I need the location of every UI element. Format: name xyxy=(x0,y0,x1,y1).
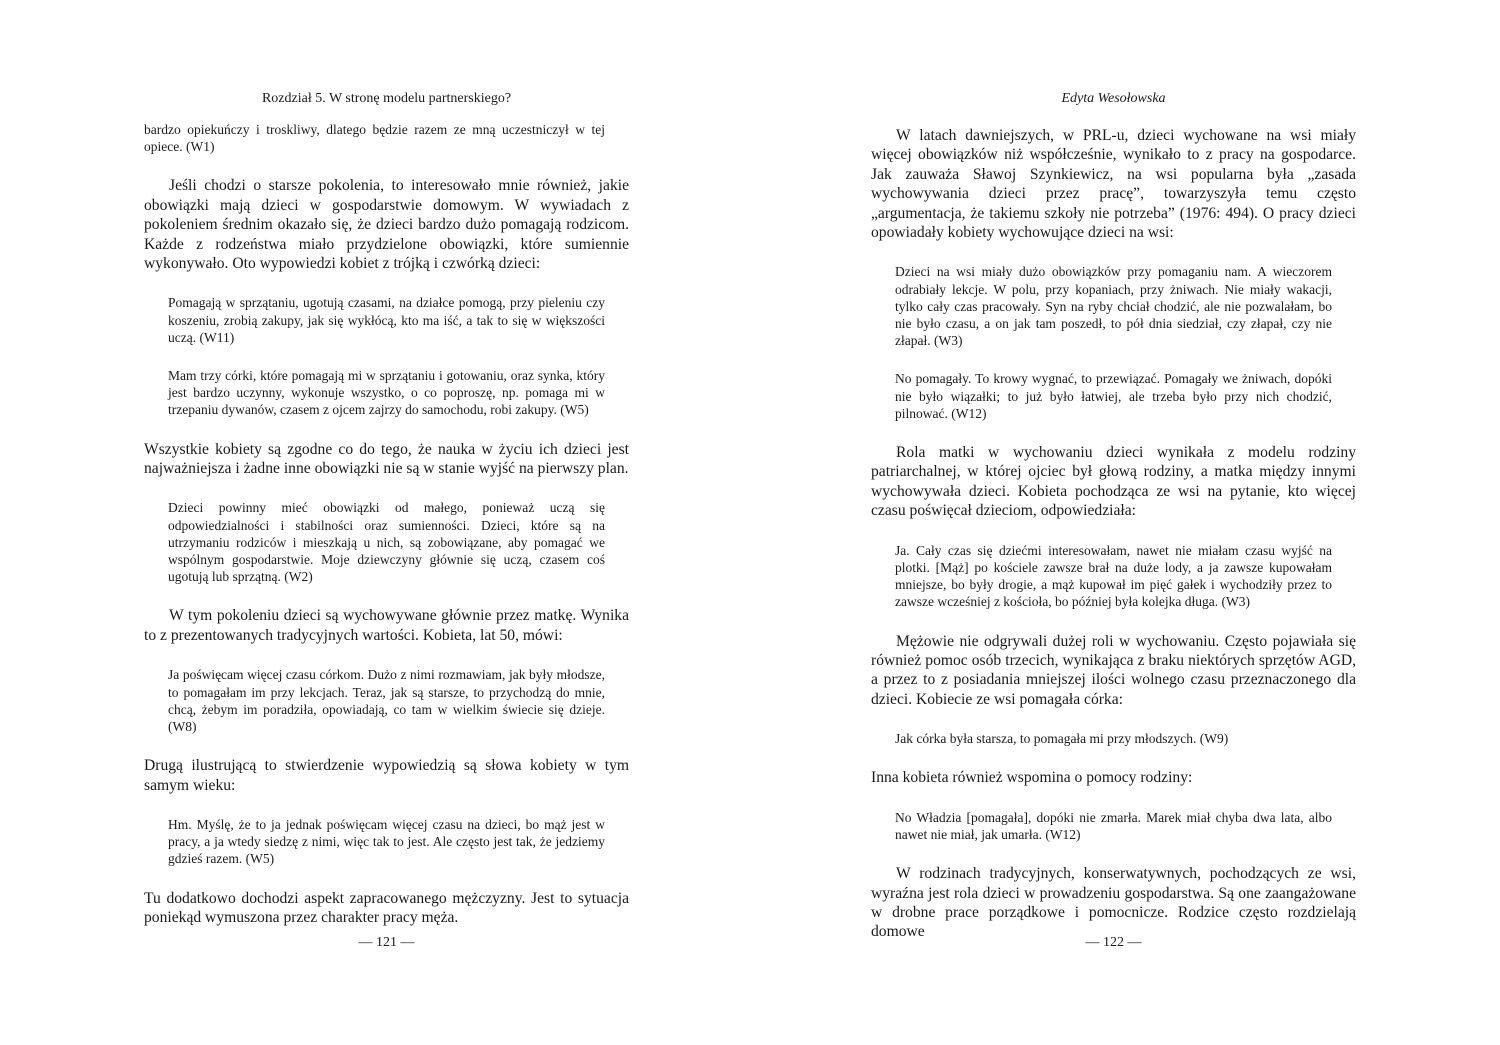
paragraph: Tu dodatkowo dochodzi aspekt zapracowanego mężczyzny. Jest to sytuacja poniekąd wymuszona przez charakter pracy męża. xyxy=(144,889,629,926)
paragraph: Inna kobieta również wspomina o pomocy rodziny: xyxy=(871,769,1193,787)
page-number: — 122 — xyxy=(1085,935,1142,950)
running-header: Rozdział 5. W stronę modelu partnerskiego? xyxy=(261,91,512,106)
paragraph: Drugą ilustrującą to stwierdzenie wypowiedzią są słowa kobiety w tym samym wieku: xyxy=(144,757,629,794)
page-body xyxy=(871,126,1356,963)
paragraph: Jeśli chodzi o starsze pokolenia, to interesowało mnie również, jakie obowiązki mają dzieci w gospodarstwie domowym. W wywiadach z pokoleniem średnim okazało się, że dzieci bardzo dużo pomagają rodzicom. Każde z rodzeństwa miało przydzielone obowiązki, które sumiennie wykonywało. Oto wypowiedzi kobiet z trójką i czwórką dzieci: xyxy=(144,177,629,273)
block-quote: Jak córka była starsza, to pomagała mi przy młodszych. (W9) xyxy=(895,731,1229,747)
block-quote: Hm. Myślę, że to ja jednak poświęcam więcej czasu na dzieci, bo mąż jest w pracy, a ja wtedy siedzę z nimi, więc tak to jest. Ale często jest tak, że jedziemy gdzieś razem. (W5) xyxy=(168,816,605,867)
paragraph: W tym pokoleniu dzieci są wychowywane głównie przez matkę. Wynika to z prezentowanych tradycyjnych wartości. Kobieta, lat 50, mówi: xyxy=(144,607,629,644)
page-body xyxy=(144,124,629,948)
block-quote: Dzieci powinny mieć obowiązki od małego, ponieważ uczą się odpowiedzialności i stabilności oraz sumienności. Dzieci, które są na utrzymaniu rodziców i mieszkają u nich, są zobowiązane, aby pomagać we wspólnym gospodarstwie. Moje dziewczyny głównie się uczą, czasem coś ugotują lub sprzątną. (W2) xyxy=(168,500,605,585)
running-header-author: Edyta Wesołowska xyxy=(1061,91,1166,106)
left-page xyxy=(144,0,629,1045)
page-number: — 121 — xyxy=(358,935,415,950)
block-quote: No pomagały. To krowy wygnać, to przewiązać. Pomagały we żniwach, dopóki nie było wiązałki; to już było łatwiej, ale trzeba było przy nich chodzić, pilnować. (W12) xyxy=(895,371,1332,421)
block-quote: Dzieci na wsi miały dużo obowiązków przy pomaganiu nam. A wieczorem odrabiały lekcje. W polu, przy kopaniach, przy żniwach. Nie miały wakacji, tylko cały czas pracowały. Syn na ryby chciał chodzić, ale nie pozwalałam, bo nie było czasu, a on jak tam poszedł, to pół dnia siedział, czy złapał, czy nie złapał. (W3) xyxy=(895,264,1332,349)
paragraph: Rola matki w wychowaniu dzieci wynikała z modelu rodziny patriarchalnej, w której ojciec był głową rodziny, a matka między innymi wychowywała dzieci. Kobieta pochodząca ze wsi na pytanie, kto więcej czasu poświęcał dzieciom, odpowiedziała: xyxy=(871,444,1356,520)
block-quote: Ja. Cały czas się dziećmi interesowałam, nawet nie miałam czasu wyjść na plotki. [Mąż] po kościele zawsze brał na duże lody, a ja zawsze kupowałam mniejsze, bo były drogie, a mąż kupował im pięć gałek i wychodziły przez to zawsze wcześniej z kościoła, bo później była kolejka długa. (W3) xyxy=(895,542,1332,610)
block-quote: Mam trzy córki, które pomagają mi w sprzątaniu i gotowaniu, oraz synka, który jest bardzo uczynny, wykonuje wszystko, o co poproszę, np. pomaga mi w trzepaniu dywanów, czasem z ojcem zajrzy do samochodu, robi zakupy. (W5) xyxy=(168,368,605,418)
block-quote: Ja poświęcam więcej czasu córkom. Dużo z nimi rozmawiam, jak były młodsze, to pomagałam im przy lekcjach. Teraz, jak są starsze, to przychodzą do mnie, chcą, żebym im poradziła, opowiadają, co tam w wielkim świecie się dzieje. (W8) xyxy=(168,667,605,734)
paragraph: Wszystkie kobiety są zgodne co do tego, że nauka w życiu ich dzieci jest najważniejsza i żadne inne obowiązki nie są w stanie wyjść na pierwszy plan. xyxy=(144,440,629,478)
paragraph: W rodzinach tradycyjnych, konserwatywnych, pochodzących ze wsi, wyraźna jest rola dzieci w prowadzeniu gospodarstwa. Są one zaangażowane w drobne prace porządkowe i pomocnicze. Rodzice często rozdzielają domowe xyxy=(871,865,1356,941)
paragraph: Mężowie nie odgrywali dużej roli w wychowaniu. Często pojawiała się również pomoc osób trzecich, wynikająca z braku niektórych sprzętów AGD, a przez to z posiadania mniejszej ilości wolnego czasu przeznaczonego dla dzieci. Kobiecie ze wsi pomagała córka: xyxy=(871,632,1356,708)
paragraph: W latach dawniejszych, w PRL-u, dzieci wychowane na wsi miały więcej obowiązków niż współcześnie, wynikało to z pracy na gospodarce. Jak zauważa Sławoj Szynkiewicz, na wsi popularna była „zasada wychowywania dzieci przez pracę”, towarzyszyła temu często „argumentacja, że takiemu szkoły nie potrzeba” (1976: 494). O pracy dzieci opowiadały kobiety wychowujące dzieci na wsi: xyxy=(871,127,1356,242)
block-quote: Pomagają w sprzątaniu, ugotują czasami, na działce pomogą, przy pieleniu czy koszeniu, zrobią zakupy, jak się wykłócą, kto ma iść, a tak to się w większości uczą. (W11) xyxy=(168,295,605,345)
block-quote-continued: bardzo opiekuńczy i troskliwy, dlatego będzie razem ze mną uczestniczył w tej opiece. (W1) xyxy=(144,122,605,155)
block-quote: No Władzia [pomagała], dopóki nie zmarła. Marek miał chyba dwa lata, albo nawet nie miał, jak umarła. (W12) xyxy=(895,809,1332,842)
right-page xyxy=(871,0,1356,1045)
